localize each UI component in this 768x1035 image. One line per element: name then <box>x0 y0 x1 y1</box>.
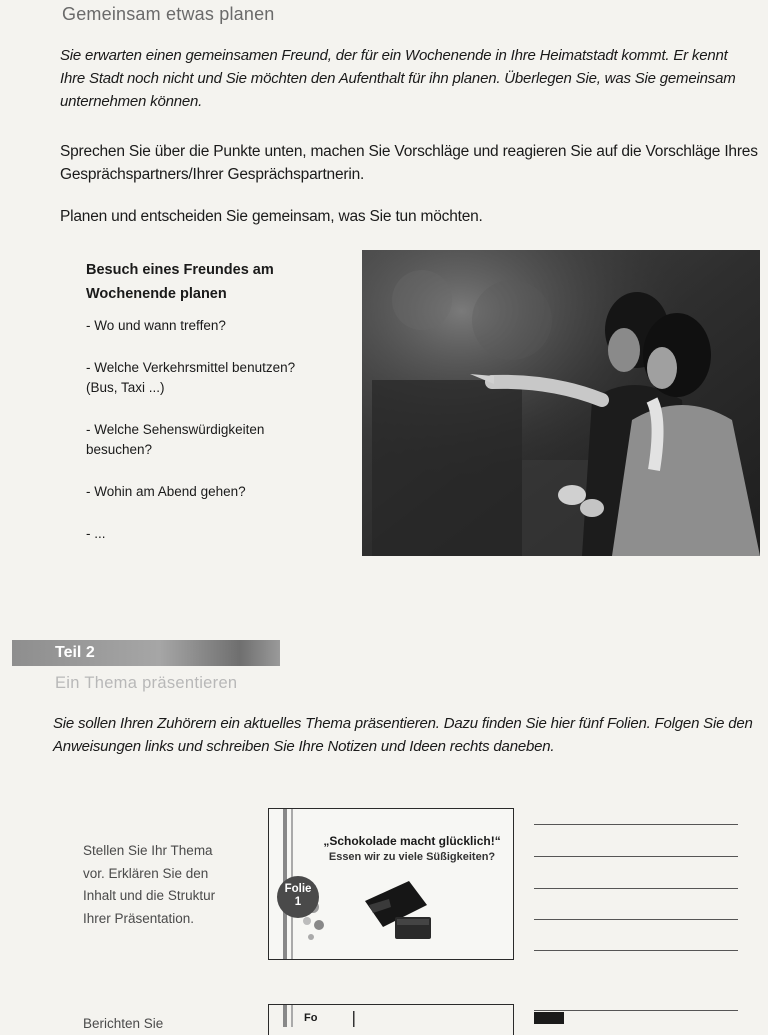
notes-line[interactable] <box>534 950 738 951</box>
teil-2-title: Ein Thema präsentieren <box>55 674 238 692</box>
couple-photo-illustration <box>362 250 760 556</box>
section-title: Gemeinsam etwas planen <box>62 4 275 24</box>
slide-1-instruction: Stellen Sie Ihr Thema vor. Erklären Sie den Inhalt und die Struktur Ihrer Präsentation. <box>83 843 216 926</box>
slide-2-instruction-partial: Berichten Sie <box>83 1016 164 1031</box>
topic-point: - Welche Sehenswürdigkeiten besuchen? <box>86 422 265 457</box>
topic-point: - Welche Verkehrsmittel benutzen? (Bus, Taxi ...) <box>86 360 296 395</box>
slide-2-image-edge <box>534 1012 564 1024</box>
folie-badge-number: 1 <box>294 896 302 908</box>
topic-point: - ... <box>86 526 106 541</box>
notes-line[interactable] <box>534 1010 738 1011</box>
topic-heading-line2: Wochenende planen <box>86 286 227 302</box>
topic-points <box>86 316 346 544</box>
task-intro: Sie erwarten einen gemeinsamen Freund, der für ein Wochenende in Ihre Heimatstadt kommt. Er kennt Ihre Stadt noch nicht und Sie möchten den Aufenthalt für ihn planen. Überlegen Sie, was Sie gemeinsam unternehmen können. <box>60 47 736 110</box>
task-instruction: Sprechen Sie über die Punkte unten, machen Sie Vorschläge und reagieren Sie auf die Vorschläge Ihres Gesprächspartners/Ihrer Gesprächspartnerin. <box>60 143 758 183</box>
notes-line[interactable] <box>534 919 738 920</box>
topic-point: - Wo und wann treffen? <box>86 318 226 333</box>
topic-point: - Wohin am Abend gehen? <box>86 484 246 499</box>
notes-line[interactable] <box>534 856 738 857</box>
folie-badge-label: Folie <box>284 883 312 895</box>
teil-2-label: Teil 2 <box>55 644 95 661</box>
couple-photo <box>362 250 760 556</box>
folie-badge <box>277 876 319 918</box>
teil-2-intro: Sie sollen Ihren Zuhörern ein aktuelles Thema präsentieren. Dazu finden Sie hier fünf Folien. Folgen Sie den Anweisungen links und schreiben Sie Ihre Notizen und Ideen rechts daneben. <box>53 715 753 755</box>
topic-heading <box>86 258 346 306</box>
topic-heading-line1: Besuch eines Freundes am <box>86 262 274 278</box>
slide-2-badge-partial: Fo <box>304 1012 318 1024</box>
notes-line[interactable] <box>534 824 738 825</box>
slide-1-title: „Schokolade macht glücklich!“ <box>323 834 501 848</box>
slide-1-subtitle: Essen wir zu viele Süßigkeiten? <box>328 851 496 863</box>
task-instruction-plan: Planen und entscheiden Sie gemeinsam, was Sie tun möchten. <box>60 208 483 225</box>
teil-2-banner <box>12 640 280 666</box>
notes-line[interactable] <box>534 888 738 889</box>
